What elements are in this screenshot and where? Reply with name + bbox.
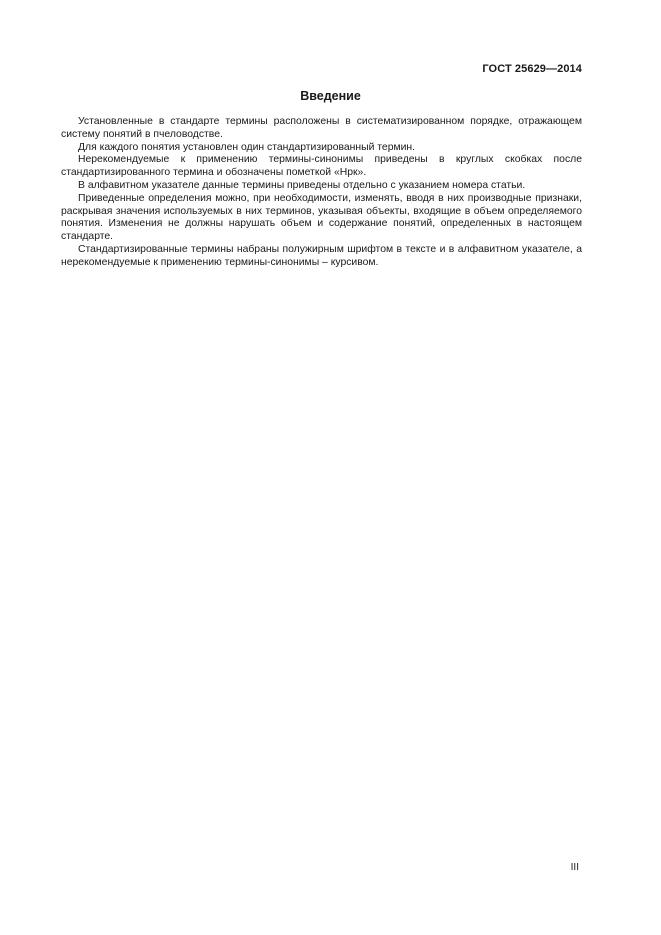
- paragraph: Приведенные определения можно, при необходимости, изменять, вводя в них производные признаки, раскрывая значения используемых в них терминов, указывая объекты, входящие в объем определяемого понятия. Изменения не должны нарушать объем и содержание понятий, определенных в настоящем стандарте.: [61, 192, 582, 243]
- paragraph: Стандартизированные термины набраны полужирным шрифтом в тексте и в алфавитном указателе, а нерекомендуемые к применению термины-синонимы – курсивом.: [61, 243, 582, 268]
- section-title: Введение: [300, 89, 361, 103]
- document-code: ГОСТ 25629—2014: [482, 63, 582, 75]
- paragraph: Нерекомендуемые к применению термины-синонимы приведены в круглых скобках после стандартизированного термина и обозначены пометкой «Нрк».: [61, 154, 582, 179]
- page-number: III: [570, 862, 579, 873]
- paragraph: Для каждого понятия установлен один стандартизированный термин.: [78, 141, 416, 153]
- paragraph: В алфавитном указателе данные термины приведены отдельно с указанием номера статьи.: [78, 179, 526, 191]
- paragraph: Установленные в стандарте термины расположены в систематизированном порядке, отражающем систему понятий в пчеловодстве.: [61, 116, 582, 140]
- body-text: [61, 116, 582, 270]
